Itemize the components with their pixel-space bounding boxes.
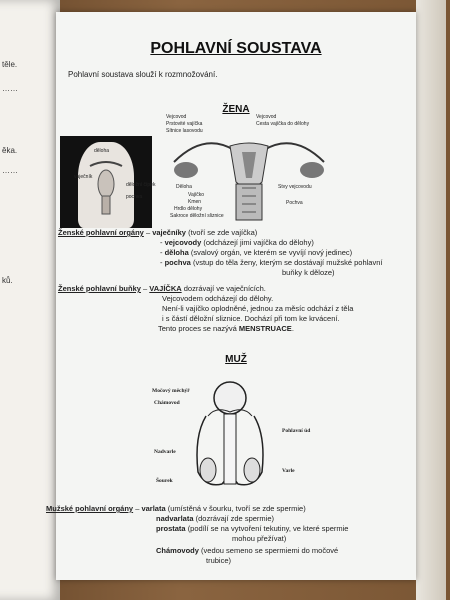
female-organs-cont: buňky k děloze)	[282, 268, 335, 277]
left-fragment: ……	[2, 84, 18, 93]
male-organs-row: prostata (podílí se na vytvoření tekutiny, ve které spermie	[156, 524, 349, 533]
male-label: Pohlavní úd	[282, 428, 311, 434]
diagram-label: Hrdlo dělohy	[174, 206, 203, 212]
female-cells-label: Ženské pohlavní buňky	[58, 284, 141, 293]
female-photo	[60, 136, 156, 228]
heading-zena: ŽENA	[222, 104, 250, 115]
photo-label: pochva	[126, 194, 143, 200]
diagram-label: Děloha	[176, 184, 192, 190]
page-title: POHLAVNÍ SOUSTAVA	[150, 40, 322, 57]
female-organs-row: Ženské pohlavní orgány – vaječníky (tvoří se zde vajíčka)	[58, 228, 258, 237]
diagram-label: Prstovité vajíčka	[166, 121, 203, 127]
female-organs-row: - pochva (vstup do těla ženy, kterým se dostávají mužské pohlavní	[160, 258, 383, 267]
left-fragment: ěka.	[2, 146, 18, 155]
female-organs-row: - vejcovody (odcházejí jimi vajíčka do dělohy)	[160, 238, 314, 247]
heading-muz: MUŽ	[225, 354, 247, 365]
male-organs-row: Mužské pohlavní orgány – varlata (umístěná v šourku, tvoří se zde spermie)	[46, 504, 306, 513]
male-organs-row: nadvarlata (dozrávají zde spermie)	[156, 514, 274, 523]
diagram-label: Vejcovod	[256, 114, 277, 120]
diagram-label: Kmen	[188, 199, 202, 205]
diagram-label: Cesta vajíčka do dělohy	[256, 121, 310, 127]
left-fragment: ……	[2, 166, 18, 175]
male-organs-label: Mužské pohlavní orgány	[46, 504, 134, 513]
male-organs-row: Chámovody (vedou semeno se spermiemi do močové	[156, 546, 339, 555]
female-cells-line: Není-li vajíčko oplodněné, jednou za měsíc odchází z těla	[162, 304, 354, 313]
diagram-label: Sítnice lasovodu	[166, 128, 203, 134]
female-cells-line: Vejcovodem odcházejí do dělohy.	[162, 294, 274, 303]
intro-text: Pohlavní soustava slouží k rozmnožování.	[68, 70, 218, 79]
page-stack-edge	[416, 0, 446, 600]
diagram-label: Sakroce děložní sliznice	[170, 213, 224, 219]
diagram-label: Vajíčko	[188, 192, 205, 198]
male-organs-row: trubice)	[206, 556, 232, 565]
male-label: Nadvarle	[154, 449, 176, 455]
female-cells-line: i s částí děložní sliznice. Dochází při tom ke krvácení.	[162, 314, 340, 323]
photo-label: děloha	[94, 148, 110, 154]
male-diagram	[186, 376, 306, 494]
left-fragment: těle.	[2, 60, 18, 69]
diagram-label: Stvy vejcovodu	[278, 184, 312, 190]
diagram-label: Pochva	[286, 200, 303, 206]
male-label: Močový měchýř	[152, 388, 190, 394]
female-cells-row: Ženské pohlavní buňky – VAJÍČKA dozrávají ve vaječnících.	[58, 284, 266, 293]
photo-label: děložní čípek	[126, 182, 156, 188]
male-label: Varle	[282, 468, 295, 474]
menstruation-line: Tento proces se nazývá MENSTRUACE.	[158, 324, 294, 333]
diagram-label: Vejcovod	[166, 114, 187, 120]
male-label: Chámovod	[154, 400, 180, 406]
left-fragment: ků.	[2, 276, 13, 285]
photo-label: vaječník	[74, 174, 93, 180]
worksheet	[46, 12, 416, 580]
female-organs-row: - děloha (svalový orgán, ve kterém se vyvíjí nový jedinec)	[160, 248, 353, 257]
male-label: Šourek	[156, 478, 173, 484]
female-organs-label: Ženské pohlavní orgány	[58, 228, 144, 237]
male-organs-row: mohou přežívat)	[232, 534, 287, 543]
